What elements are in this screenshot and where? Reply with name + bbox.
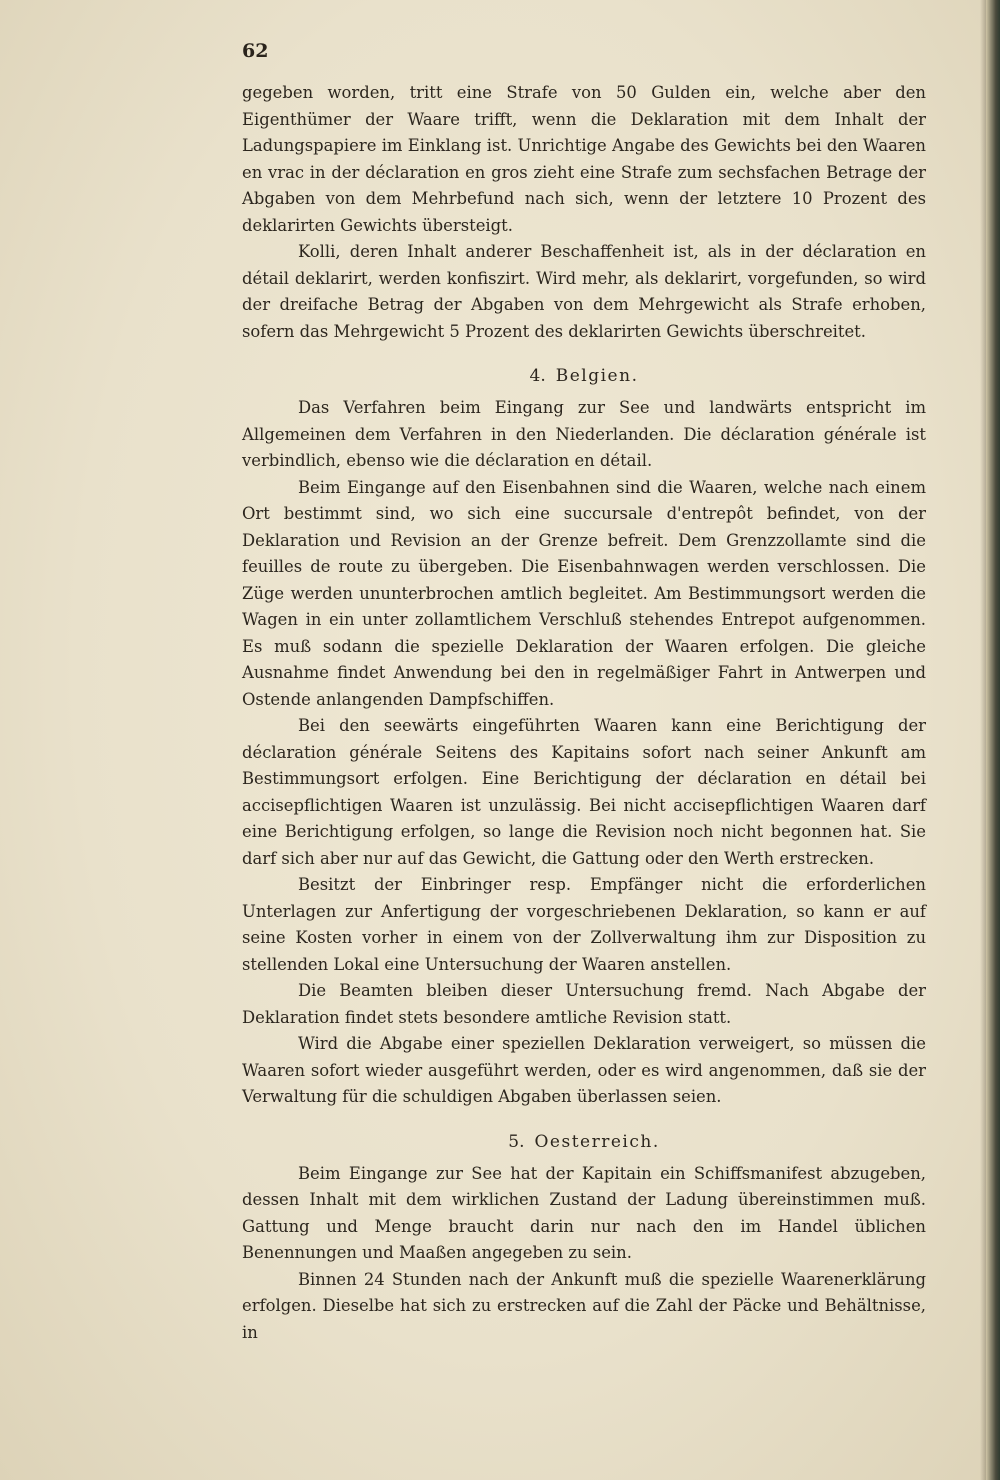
paragraph: gegeben worden, tritt eine Strafe von 50 Gulden ein, welche aber den Eigenthümer der Waare trifft, wenn die Deklaration mit dem Inhalt der Ladungspapiere im Einklang ist. Unrichtige Angabe des Gewichts bei den Waaren en vrac in der déclaration en gros zieht eine Strafe zum sechsfachen Betrage der Abgaben von dem Mehrbefund nach sich, wenn der letztere 10 Prozent des deklarirten Gewichts übersteigt. [242,83,926,235]
paragraph: Bei den seewärts eingeführten Waaren kann eine Berichtigung der déclaration générale Seitens des Kapitains sofort nach seiner Ankunft am Bestimmungsort erfolgen. Eine Berichtigung der déclaration en détail bei accisepflichtigen Waaren ist unzulässig. Bei nicht accisepflichtigen Waaren darf eine Berichtigung erfolgen, so lange die Revision noch nicht begonnen hat. Sie darf sich aber nur auf das Gewicht, die Gattung oder den Werth erstrecken. [242,716,926,868]
paragraph: Wird die Abgabe einer speziellen Deklaration verweigert, so müssen die Waaren sofort wieder ausgeführt werden, oder es wird angenommen, daß sie der Verwaltung für die schuldigen Abgaben überlassen seien. [242,1034,926,1106]
section-title: Oesterreich. [534,1131,660,1152]
paragraph: Kolli, deren Inhalt anderer Beschaffenheit ist, als in der déclaration en détail deklarirt, werden konfiszirt. Wird mehr, als deklarirt, vorgefunden, so wird der dreifache Betrag der Abgaben von dem Mehrgewicht als Strafe erhoben, sofern das Mehrgewicht 5 Prozent des deklarirten Gewichts überschreitet. [242,242,926,341]
paragraph: Das Verfahren beim Eingang zur See und landwärts entspricht im Allgemeinen dem Verfahren in den Niederlanden. Die déclaration générale ist verbindlich, ebenso wie die déclaration en détail. [242,398,926,470]
body-text [242,80,926,1346]
paragraph: Beim Eingange zur See hat der Kapitain ein Schiffsmanifest abzugeben, dessen Inhalt mit dem wirklichen Zustand der Ladung übereinstimmen muß. Gattung und Menge braucht darin nur nach den im Handel üblichen Benennungen und Maaßen angegeben zu sein. [242,1163,926,1262]
paragraph: Besitzt der Einbringer resp. Empfänger nicht die erforderlichen Unterlagen zur Anfertigung der vorgeschriebenen Deklaration, so kann er auf seine Kosten vorher in einem von der Zollverwaltung ihm zur Disposition zu stellenden Lokal eine Untersuchung der Waaren anstellen. [242,875,926,974]
page-edge [986,0,1000,1480]
section-heading-belgien [242,363,926,389]
page-number: 62 [242,40,269,62]
paragraph: Die Beamten bleiben dieser Untersuchung fremd. Nach Abgabe der Deklaration findet stets besondere amtliche Revision statt. [242,981,926,1027]
section-number: 4. [529,366,546,386]
section-title: Belgien. [555,366,639,386]
paragraph: Binnen 24 Stunden nach der Ankunft muß die spezielle Waarenerklärung erfolgen. Dieselbe hat sich zu erstrecken auf die Zahl der Päcke und Behältnisse, in [242,1269,926,1342]
section-heading-oesterreich [242,1129,926,1155]
paragraph: Beim Eingange auf den Eisenbahnen sind die Waaren, welche nach einem Ort bestimmt sind, wo sich eine succursale d'entrepôt befindet, von der Deklaration und Revision an der Grenze befreit. Dem Grenzzollamte sind die feuilles de route zu übergeben. Die Eisenbahnwagen werden verschlossen. Die Züge werden ununterbrochen amtlich begleitet. Am Bestimmungsort werden die Wagen in ein unter zollamtlichem Verschluß stehendes Entrepot aufgenommen. Es muß sodann die spezielle Deklaration der Waaren erfolgen. Die gleiche Ausnahme findet Anwendung bei den in regelmäßiger Fahrt in Antwerpen und Ostende anlangenden Dampfschiffen. [242,477,926,709]
section-number: 5. [508,1131,525,1152]
